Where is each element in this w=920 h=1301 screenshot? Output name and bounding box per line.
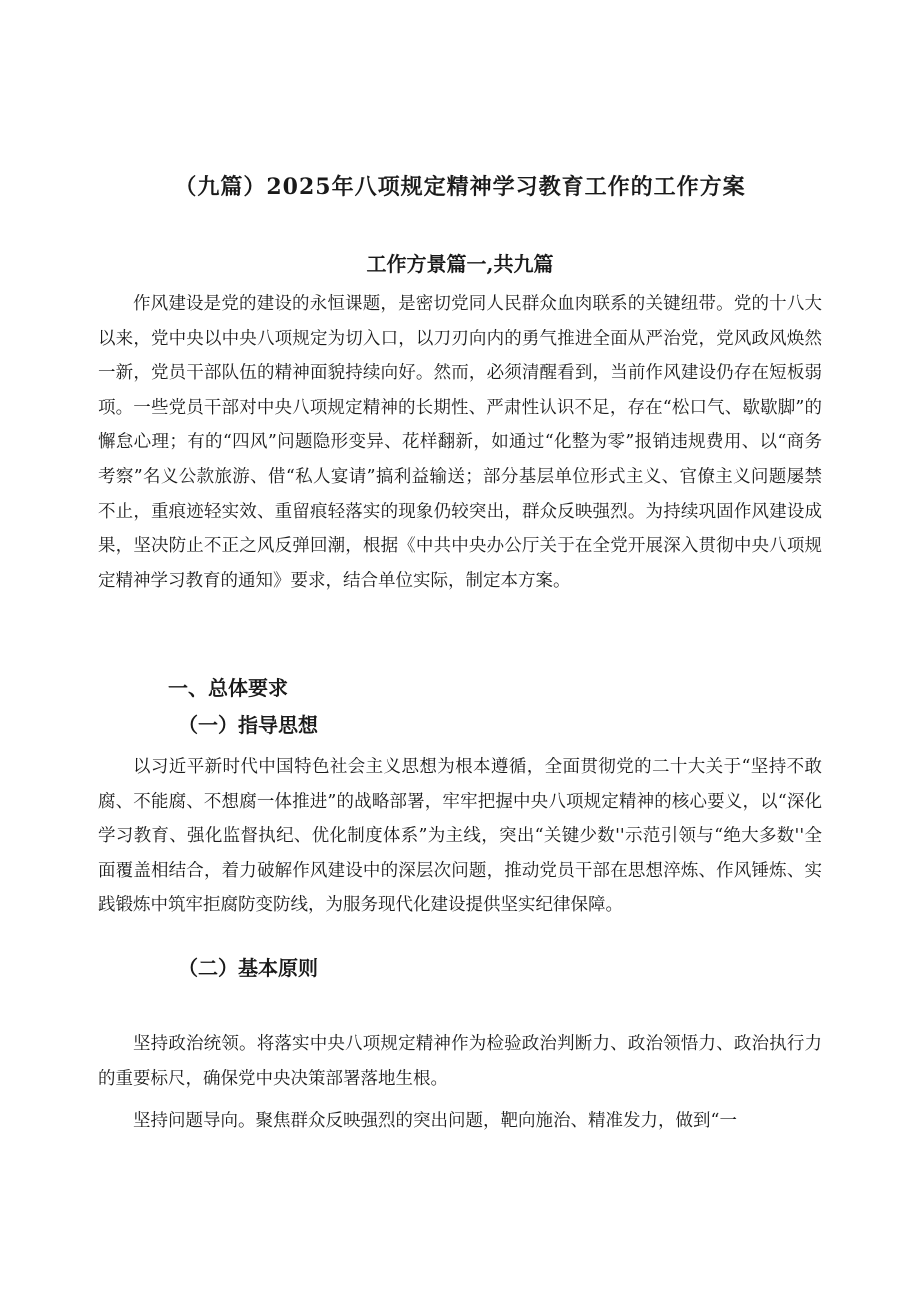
- paragraph-principle-political: 坚持政治统领。将落实中央八项规定精神作为检验政治判断力、政治领悟力、政治执行力的重要标尺，确保党中央决策部署落地生根。: [98, 1034, 822, 1089]
- section-heading-general-requirements: 一、总体要求: [168, 676, 288, 700]
- subsection-heading-basic-principles: （二）基本原则: [178, 956, 318, 980]
- paragraph-guiding-thought: 以习近平新时代中国特色社会主义思想为根本遵循，全面贯彻党的二十大关于“坚持不敢腐、不能腐、不想腐一体推进”的战略部署，牢牢把握中央八项规定精神的核心要义，以“深化学习教育、强化监督执纪、优化制度体系”为主线，突出“关键少数''示范引领与“绝大多数''全面覆盖相结合，着力破解作风建设中的深层次问题，推动党员干部在思想淬炼、作风锤炼、实践锻炼中筑牢拒腐防变防线，为服务现代化建设提供坚实纪律保障。: [98, 757, 822, 916]
- paragraph-intro: 作风建设是党的建设的永恒课题，是密切党同人民群众血肉联系的关键纽带。党的十八大以来，党中央以中央八项规定为切入口，以刀刃向内的勇气推进全面从严治党，党风政风焕然一新，党员干部队伍的精神面貌持续向好。然而，必须清醒看到，当前作风建设仍存在短板弱项。一些党员干部对中央八项规定精神的长期性、严肃性认识不足，存在“松口气、歇歇脚”的懈怠心理；有的“四风”问题隐形变异、花样翻新，如通过“化整为零”报销违规费用、以“商务考察”名义公款旅游、借“私人宴请”搞利益输送；部分基层单位形式主义、官僚主义问题屡禁不止，重痕迹轻实效、重留痕轻落实的现象仍较突出，群众反映强烈。为持续巩固作风建设成果，坚决防止不正之风反弹回潮，根据《中共中央办公厅关于在全党开展深入贯彻中央八项规定精神学习教育的通知》要求，结合单位实际，制定本方案。: [98, 294, 822, 591]
- document-subtitle: 工作方景篇一,共九篇: [366, 252, 554, 276]
- paragraph-principle-problem-oriented: 坚持问题导向。聚焦群众反映强烈的突出问题，靶向施治、精准发力，做到“一: [133, 1111, 737, 1131]
- document-title: （九篇）2025年八项规定精神学习教育工作的工作方案: [174, 174, 746, 200]
- subsection-heading-guiding-thought: （一）指导思想: [178, 713, 318, 737]
